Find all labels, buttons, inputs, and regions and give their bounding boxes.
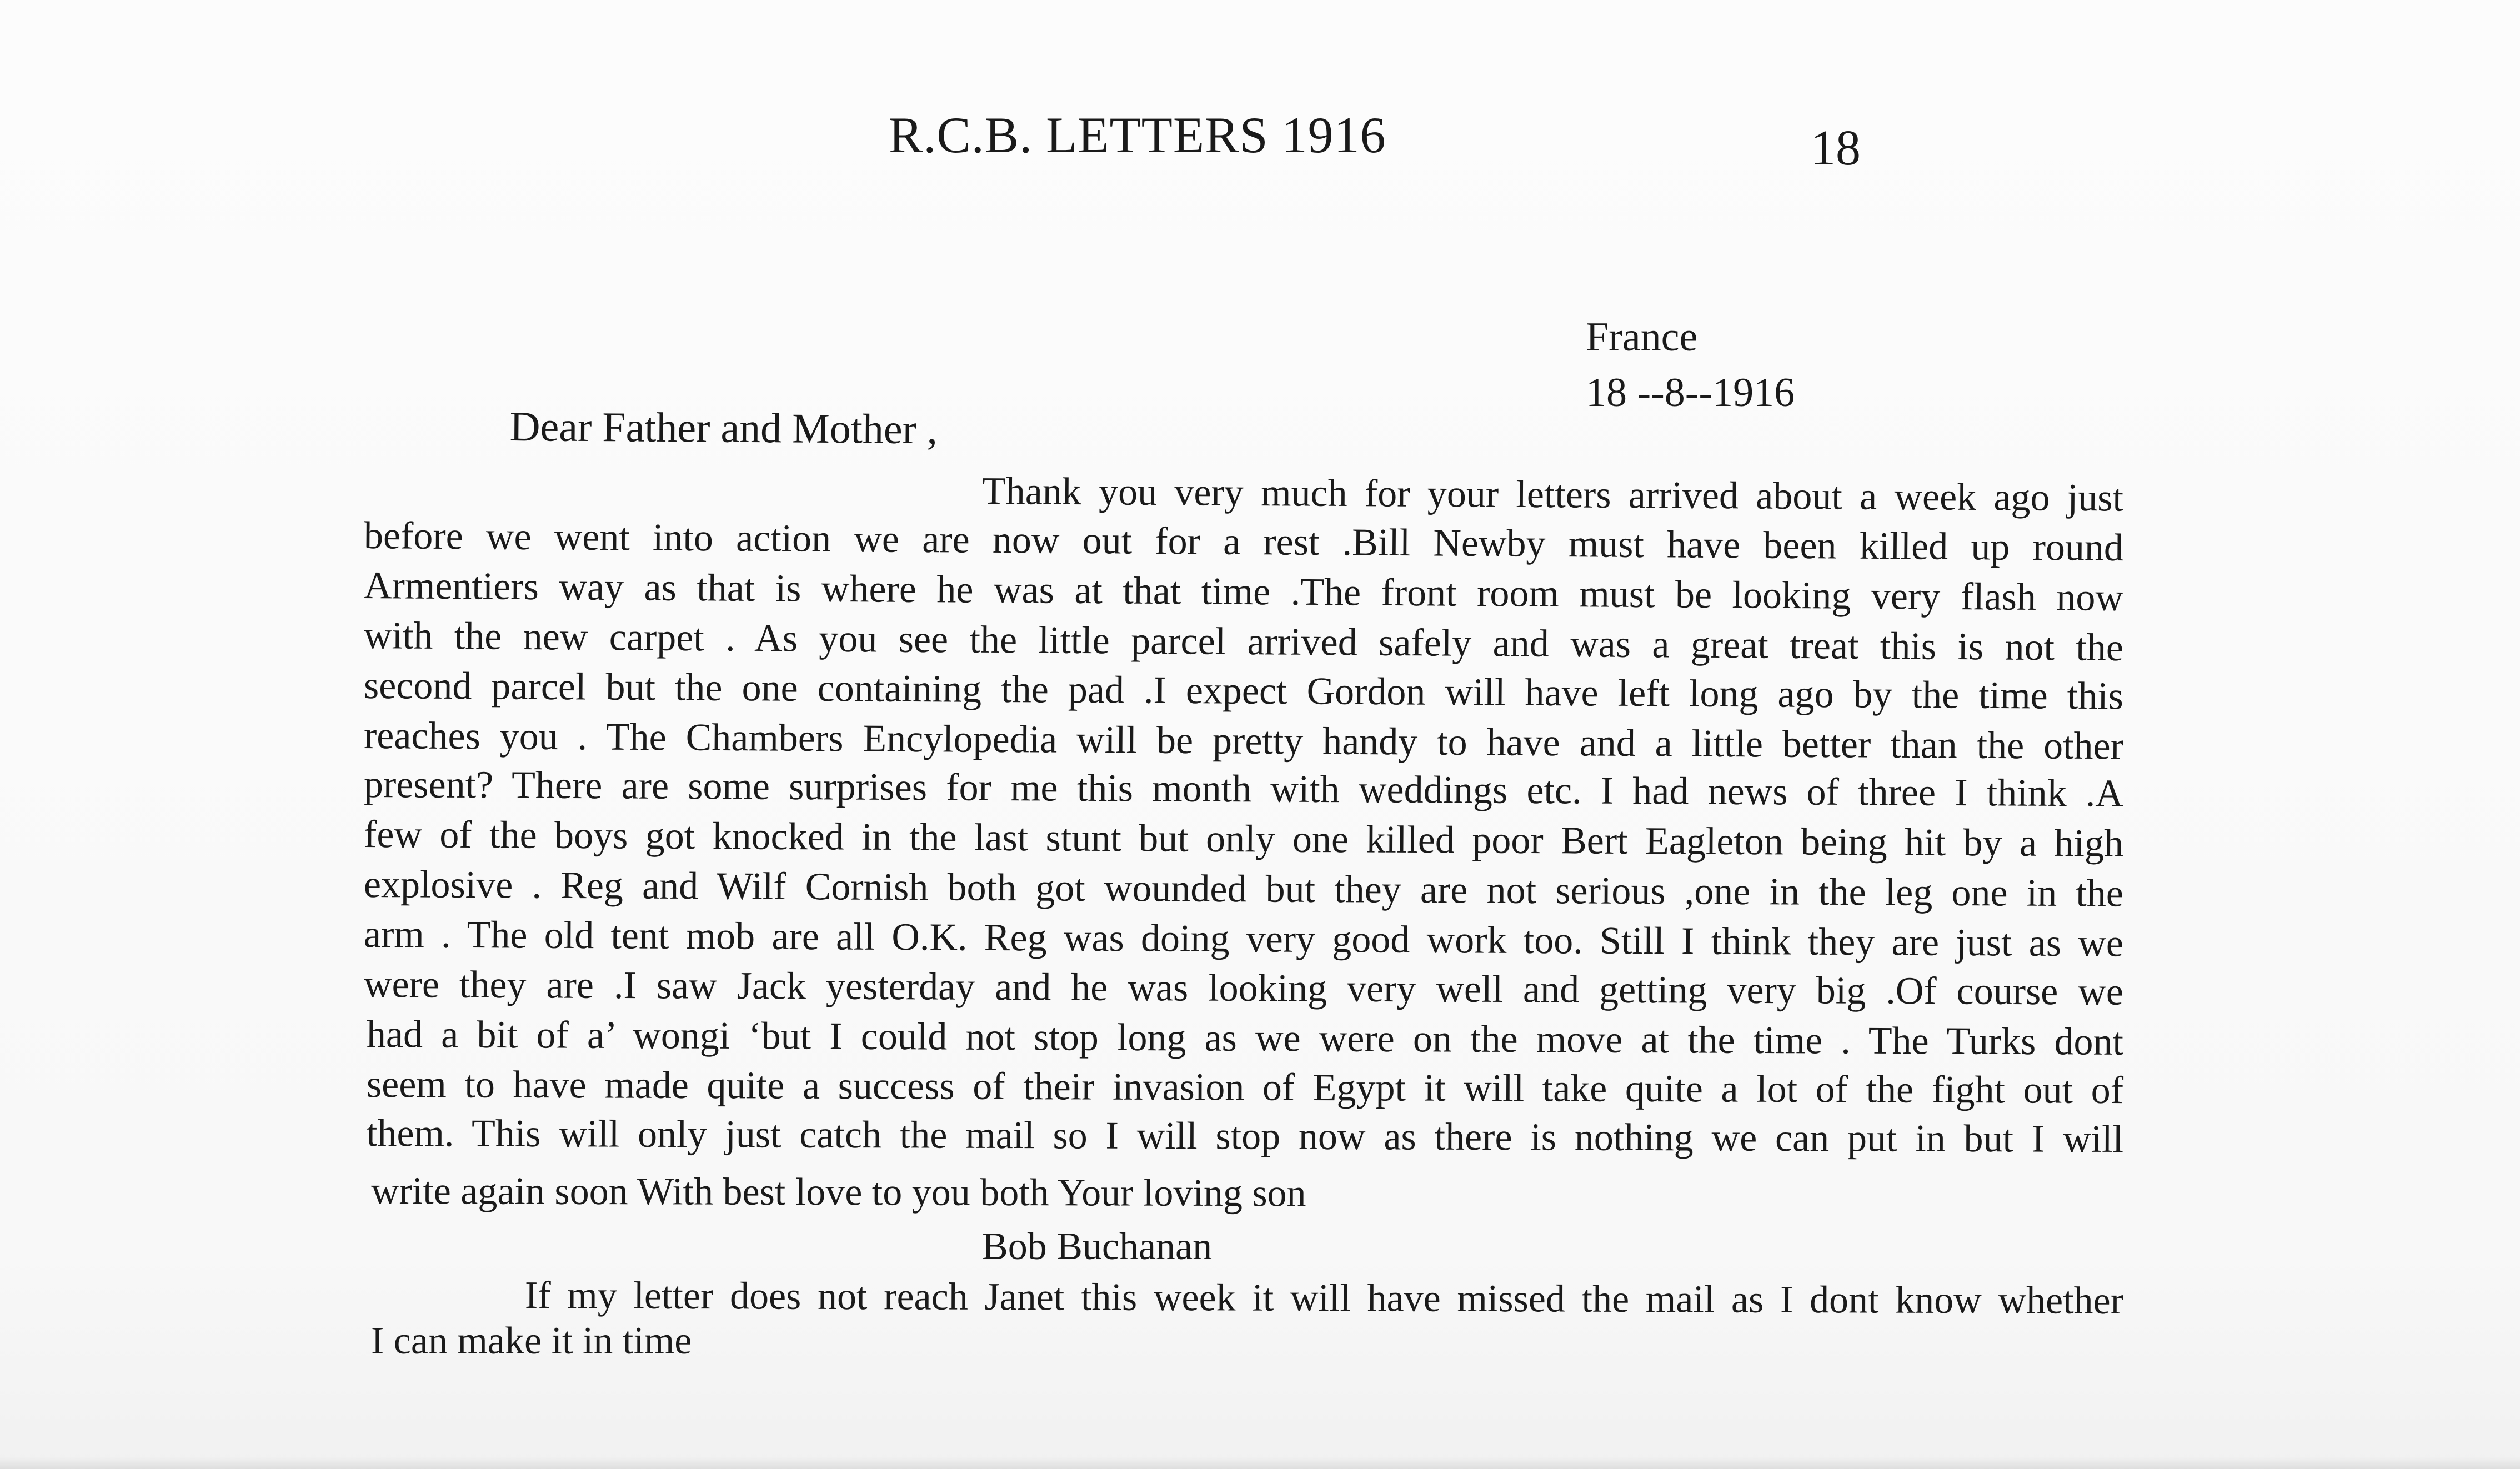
letter-line: were they are .I saw Jack yesterday and he was looking very well and getting very big .Of course we [363,963,2124,1014]
postscript-line: If my letter does not reach Janet this week it will have missed the mail as I dont know whether [524,1274,2124,1323]
page-title: R.C.B. LETTERS 1916 [889,107,1386,163]
letter-line: Thank you very much for your letters arrived about a week ago just [981,470,2124,520]
letter-line: arm . The old tent mob are all O.K. Reg was doing very good work too. Still I think they are just as we [363,913,2124,965]
postscript-line: I can make it in time [371,1320,692,1362]
page-edge-shadow [0,1457,2520,1469]
letter-line: Armentiers way as that is where he was at that time .The front room must be looking very flash now [363,564,2124,620]
letter-line: second parcel but the one containing the pad .I expect Gordon will have left long ago by the time this [363,664,2124,718]
letter-line: explosive . Reg and Wilf Cornish both got wounded but they are not serious ,one in the leg one in the [363,863,2124,915]
letter-line: write again soon With best love to you both Your loving son [370,1170,1306,1215]
letter-salutation: Dear Father and Mother , [509,403,938,453]
letter-line: few of the boys got knocked in the last stunt but only one killed poor Bert Eagleton being hit by a high [363,813,2124,865]
page-number: 18 [1811,121,1861,176]
letter-line: had a bit of a’ wongi ‘but I could not stop long as we were on the move at the time . The Turks dont [366,1013,2124,1064]
letter-line: with the new carpet . As you see the little parcel arrived safely and was a great treat this is not the [363,614,2124,670]
letter-date: 18 --8--1916 [1586,370,1795,415]
letter-line: them. This will only just catch the mail so I will stop now as there is nothing we can put in but I will [366,1112,2124,1161]
letter-place: France [1586,314,1698,360]
signature: Bob Buchanan [982,1225,1213,1268]
letter-line: reaches you . The Chambers Encylopedia will be pretty handy to have and a little better than the other [363,714,2124,768]
letter-line: seem to have made quite a success of their invasion of Egypt it will take quite a lot of the fight out of [366,1063,2124,1112]
letter-line: before we went into action we are now out for a rest .Bill Newby must have been killed up round [363,514,2124,570]
letter-line: present? There are some surprises for me this month with weddings etc. I had news of three I think .A [363,763,2124,815]
